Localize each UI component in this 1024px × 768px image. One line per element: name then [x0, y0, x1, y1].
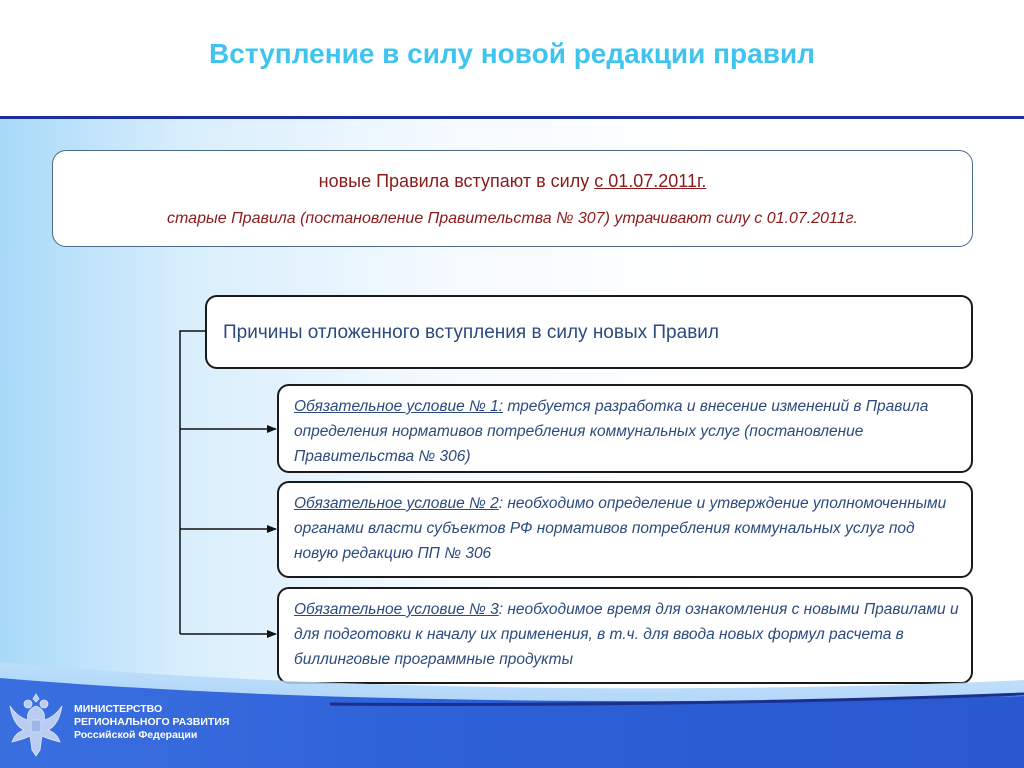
condition-label-2: Обязательное условие № 2: [294, 495, 499, 512]
reasons-box: [205, 295, 973, 369]
ministry-line-3: Российской Федерации: [74, 729, 198, 741]
condition-body-1: требуется разработка и внесение изменений в Правила определения нормативов потребления коммунальных услуг (постановление Правительства № 306): [294, 398, 929, 465]
new-rules-text: новые Правила вступают в силу: [318, 171, 595, 191]
condition-label-1: Обязательное условие № 1:: [294, 398, 504, 415]
condition-body-3: : необходимое время для ознакомления с новыми Правилами и для подготовки к началу их применения, в т.ч. для ввода новых формул расчета в биллинговые программные продукты: [294, 601, 959, 668]
ministry-line-1: МИНИСТЕРСТВО: [74, 703, 163, 715]
reasons-heading: Причины отложенного вступления в силу новых Правил: [223, 322, 719, 343]
condition-body-2: : необходимо определение и утверждение уполномоченными органами власти субъектов РФ нормативов потребления коммунальных услуг под новую редакцию ПП № 306: [294, 495, 947, 562]
connector-trunk: [180, 331, 205, 634]
coat-of-arms-logo: [8, 690, 64, 760]
condition-text-2: [294, 491, 959, 566]
condition-label-3: Обязательное условие № 3: [294, 601, 499, 618]
ministry-line-2: РЕГИОНАЛЬНОГО РАЗВИТИЯ: [74, 716, 230, 728]
ministry-label: [74, 703, 229, 742]
condition-box-2: [277, 481, 973, 578]
effective-date: с 01.07.2011г.: [594, 171, 707, 191]
slide-title: Вступление в силу новой редакции правил: [209, 38, 815, 69]
condition-box-1: [277, 384, 973, 473]
condition-text-1: [294, 394, 959, 469]
old-rules-expire-line: старые Правила (постановление Правительства № 307) утрачивают силу с 01.07.2011г.: [167, 210, 858, 227]
